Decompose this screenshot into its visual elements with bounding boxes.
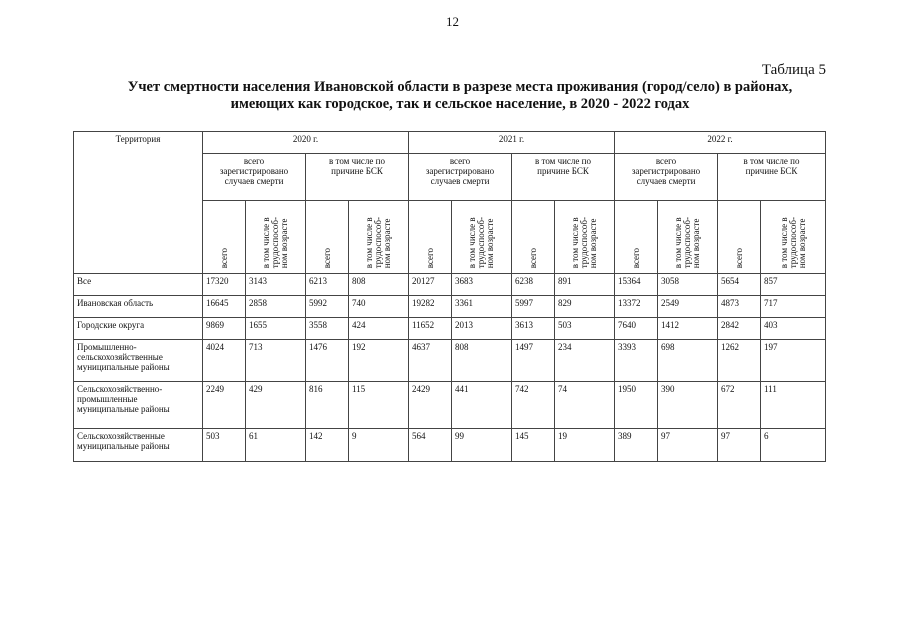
table-row	[74, 295, 826, 317]
header-year-2021: 2021 г.	[409, 132, 615, 154]
table-cell: 1412	[658, 318, 718, 340]
table-cell: 503	[203, 428, 246, 461]
table-cell: 61	[246, 428, 306, 461]
table-cell: 145	[512, 428, 555, 461]
table-cell: 4873	[718, 295, 761, 317]
subheader-total: всего	[409, 201, 452, 273]
row-label: Ивановская область	[74, 295, 203, 317]
table-cell: 142	[306, 428, 349, 461]
table-cell: 3683	[452, 273, 512, 295]
subheader-total: всего	[718, 201, 761, 273]
row-label: Сельскохозяйственно- промышленные муниципальные районы	[74, 382, 203, 428]
table-cell: 19282	[409, 295, 452, 317]
table-cell: 234	[555, 340, 615, 382]
header-registered-2021: всего зарегистрировано случаев смерти	[409, 154, 512, 201]
table-cell: 3613	[512, 318, 555, 340]
table-cell: 7640	[615, 318, 658, 340]
header-registered-2022: всего зарегистрировано случаев смерти	[615, 154, 718, 201]
table-title	[60, 79, 860, 113]
table-cell: 2842	[718, 318, 761, 340]
table-cell: 3058	[658, 273, 718, 295]
page-number: 12	[446, 14, 459, 29]
table-cell: 6213	[306, 273, 349, 295]
row-label: Промышленно- сельскохозяйственные муниципальные районы	[74, 340, 203, 382]
row-label: Все	[74, 273, 203, 295]
table-cell: 9	[349, 428, 409, 461]
table-cell: 20127	[409, 273, 452, 295]
table-cell: 441	[452, 382, 512, 428]
table-row	[74, 428, 826, 461]
table-cell: 2858	[246, 295, 306, 317]
row-label: Городские округа	[74, 318, 203, 340]
table-cell: 389	[615, 428, 658, 461]
table-cell: 5997	[512, 295, 555, 317]
subheader-working-age: в том числе в трудоспособ- ном возрасте	[452, 201, 512, 273]
subheader-working-age: в том числе в трудоспособ- ном возрасте	[761, 201, 826, 273]
table-cell: 808	[349, 273, 409, 295]
table-cell: 2429	[409, 382, 452, 428]
table-cell: 115	[349, 382, 409, 428]
table-cell: 1655	[246, 318, 306, 340]
mortality-table	[73, 131, 826, 462]
table-cell: 742	[512, 382, 555, 428]
table-cell: 3361	[452, 295, 512, 317]
subheader-working-age: в том числе в трудоспособ- ном возрасте	[555, 201, 615, 273]
table-cell: 816	[306, 382, 349, 428]
table-cell: 2013	[452, 318, 512, 340]
table-cell: 891	[555, 273, 615, 295]
table-cell: 192	[349, 340, 409, 382]
header-bsk-2022: в том числе по причине БСК	[718, 154, 826, 201]
header-registered-2020: всего зарегистрировано случаев смерти	[203, 154, 306, 201]
subheader-total: всего	[203, 201, 246, 273]
table-cell: 19	[555, 428, 615, 461]
subheader-total: всего	[615, 201, 658, 273]
table-cell: 857	[761, 273, 826, 295]
table-cell: 6238	[512, 273, 555, 295]
table-row	[74, 382, 826, 428]
table-cell: 74	[555, 382, 615, 428]
table-cell: 97	[658, 428, 718, 461]
subheader-working-age: в том числе в трудоспособ- ном возрасте	[349, 201, 409, 273]
table-cell: 13372	[615, 295, 658, 317]
table-row	[74, 273, 826, 295]
table-cell: 17320	[203, 273, 246, 295]
title-line-2: имеющих как городское, так и сельское население, в 2020 - 2022 годах	[230, 96, 690, 112]
table-cell: 99	[452, 428, 512, 461]
table-cell: 403	[761, 318, 826, 340]
table-cell: 740	[349, 295, 409, 317]
table-cell: 111	[761, 382, 826, 428]
title-line-1: Учет смертности населения Ивановской области в разрезе места проживания (город/село) в районах,	[127, 79, 793, 95]
table-cell: 97	[718, 428, 761, 461]
table-row	[74, 318, 826, 340]
table-cell: 564	[409, 428, 452, 461]
table-cell: 424	[349, 318, 409, 340]
table-cell: 1497	[512, 340, 555, 382]
header-bsk-2021: в том числе по причине БСК	[512, 154, 615, 201]
table-cell: 390	[658, 382, 718, 428]
subheader-working-age: в том числе в трудоспособ- ном возрасте	[658, 201, 718, 273]
subheader-working-age: в том числе в трудоспособ- ном возрасте	[246, 201, 306, 273]
table-cell: 503	[555, 318, 615, 340]
subheader-total: всего	[306, 201, 349, 273]
table-cell: 829	[555, 295, 615, 317]
table-cell: 2249	[203, 382, 246, 428]
table-cell: 3393	[615, 340, 658, 382]
row-label: Сельскохозяйственные муниципальные районы	[74, 428, 203, 461]
table-cell: 9869	[203, 318, 246, 340]
table-cell: 11652	[409, 318, 452, 340]
table-cell: 3143	[246, 273, 306, 295]
table-cell: 6	[761, 428, 826, 461]
table-cell: 4024	[203, 340, 246, 382]
header-year-2020: 2020 г.	[203, 132, 409, 154]
header-territory: Территория	[74, 132, 203, 274]
table-cell: 713	[246, 340, 306, 382]
table-cell: 698	[658, 340, 718, 382]
header-year-2022: 2022 г.	[615, 132, 826, 154]
table-cell: 4637	[409, 340, 452, 382]
table-cell: 3558	[306, 318, 349, 340]
table-cell: 429	[246, 382, 306, 428]
table-cell: 672	[718, 382, 761, 428]
table-cell: 717	[761, 295, 826, 317]
table-label: Таблица 5	[761, 62, 826, 78]
table-cell: 15364	[615, 273, 658, 295]
table-cell: 2549	[658, 295, 718, 317]
header-bsk-2020: в том числе по причине БСК	[306, 154, 409, 201]
subheader-total: всего	[512, 201, 555, 273]
table-cell: 1950	[615, 382, 658, 428]
table-cell: 5992	[306, 295, 349, 317]
table-cell: 1262	[718, 340, 761, 382]
table-cell: 197	[761, 340, 826, 382]
table-cell: 1476	[306, 340, 349, 382]
table-cell: 16645	[203, 295, 246, 317]
table-cell: 5654	[718, 273, 761, 295]
table-cell: 808	[452, 340, 512, 382]
table-row	[74, 340, 826, 382]
